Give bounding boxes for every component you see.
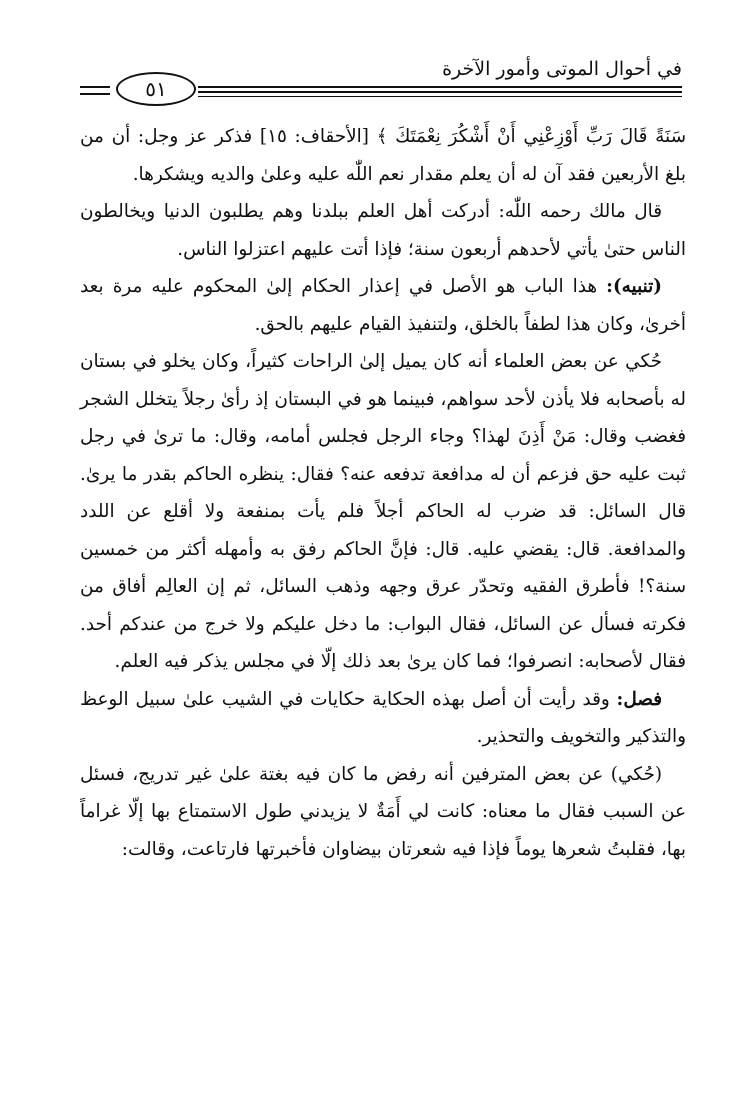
paragraph xyxy=(80,756,686,869)
paragraph xyxy=(80,681,686,756)
paragraph-text: سَنَةً قَالَ رَبِّ أَوْزِعْنِي أَنْ أَشْكُرَ نِعْمَتَكَ ﴾ [الأحقاف: ١٥] فذكر عز وجل: أن من بلغ الأربعين فقد آن له أن يعلم مقدار نعم اللّٰه عليه وعلىٰ والديه ويشكرها. xyxy=(80,126,686,185)
paragraph-text: قال مالك رحمه اللّٰه: أدركت أهل العلم ببلدنا وهم يطلبون الدنيا ويخالطون الناس حتىٰ يأتي لأحدهم أربعون سنة؛ فإذا أتت عليهم اعتزلوا الناس. xyxy=(80,201,686,260)
header-rule xyxy=(198,86,682,88)
paragraph-lead: (تنبيه): xyxy=(606,276,662,297)
paragraph xyxy=(80,268,686,343)
paragraph-lead: فصل: xyxy=(616,688,662,710)
header-rule xyxy=(80,93,110,95)
paragraph-text: وقد رأيت أن أصل بهذه الحكاية حكايات في الشيب علىٰ سبيل الوعظ والتذكير والتخويف والتحذير. xyxy=(80,688,686,747)
paragraph xyxy=(80,193,686,268)
header-rule xyxy=(198,96,682,97)
paragraph-text: حُكي عن بعض العلماء أنه كان يميل إلىٰ الراحات كثيراً، وكان يخلو في بستان له بأصحابه فلا يأذن لأحد سواهم، فبينما هو في البستان إذ رأىٰ رجلاً يتخلل الشجر فغضب وقال: مَنْ أَذِنَ لهذا؟ وجاء الرجل فجلس أمامه، وقال: ما ترىٰ في رجل ثبت عليه حق فزعم أن له مدافعة تدفعه عنه؟ فقال: ينظره الحاكم بقدر ما يرىٰ. قال السائل: قد ضرب له الحاكم أجلاً فلم يأت بمنفعة ولا أقلع عن اللدد والمدافعة. قال: يقضي عليه. قال: فإنَّ الحاكم رفق به وأمهله أكثر من خمسين سنة؟! فأطرق الفقيه وتحدّر عرق وجهه وذهب السائل، ثم إن العالِم أفاق من فكرته فسأل عن السائل، فقال البواب: ما دخل عليكم ولا خرج من عندكم أحد. فقال لأصحابه: انصرفوا؛ فما كان يرىٰ بعد ذلك إلّا في مجلس يذكر فيه العلم. xyxy=(80,351,686,672)
paragraph xyxy=(80,118,686,193)
page-header xyxy=(80,50,682,102)
page-body xyxy=(80,118,686,868)
header-rule xyxy=(198,91,682,93)
paragraph xyxy=(80,343,686,681)
running-title: في أحوال الموتى وأمور الآخرة xyxy=(442,58,682,80)
header-rule xyxy=(80,86,110,88)
paragraph-text: هذا الباب هو الأصل في إعذار الحكام إلىٰ المحكوم عليه مرة بعد أخرىٰ، وكان هذا لطفاً بالخلق، ولتنفيذ القيام عليهم بالحق. xyxy=(80,276,686,335)
page-number: ٥١ xyxy=(116,72,196,106)
paragraph-text: (حُكي) عن بعض المترفين أنه رفض ما كان فيه بغتة علىٰ غير تدريج، فسئل عن السبب فقال ما معناه: كانت لي أَمَةٌ لا يزيدني طول الاستمتاع بها إلّا غراماً بها، فقلبتُ شعرها يوماً فإذا فيه شعرتان بيضاوان فأخبرتها فارتاعت، وقالت: xyxy=(80,763,686,860)
